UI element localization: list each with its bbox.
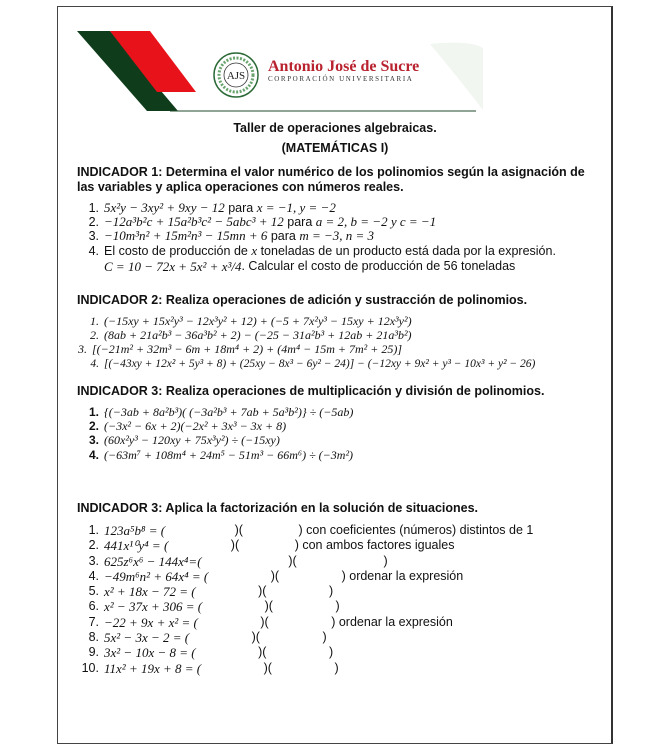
- brand-name: Antonio José de Sucre: [268, 58, 420, 75]
- item-num: 10.: [81, 660, 99, 675]
- item-expr: 625z⁶x⁶ − 144x⁴=(: [104, 553, 202, 569]
- list-item: [77, 584, 597, 599]
- item-note: ): [383, 553, 388, 568]
- document-title: Taller de operaciones algebraicas.: [233, 121, 437, 135]
- answer-blank: )(: [202, 599, 336, 614]
- answer-blank: )(: [165, 523, 299, 537]
- list-item: 1. (−15xy + 15x²y³ − 12x³y² + 12) + (−5 + 7x²y³ − 15xy + 12x³y²): [90, 314, 412, 328]
- item-num: 1.: [88, 523, 99, 537]
- item-note: ) ordenar la expresión: [331, 614, 453, 629]
- item-expr: 11x² + 19x + 8 = (: [104, 660, 202, 676]
- item-num: 3.: [88, 553, 99, 568]
- indicator-1-heading: INDICADOR 1: Determina el valor numérico de los polinomios según la asignación de las variables y aplica operaciones con números reales.: [77, 165, 585, 194]
- item-note: ) con coeficientes (números) distintos de 1: [298, 523, 534, 537]
- list-item: [77, 569, 597, 584]
- indicator-2-heading: INDICADOR 2: Realiza operaciones de adición y sustracción de polinomios.: [77, 293, 528, 307]
- indicator-3-operations-heading: INDICADOR 3: Realiza operaciones de multiplicación y división de polinomios.: [77, 384, 545, 398]
- item-num: 5.: [88, 584, 99, 599]
- list-item: [77, 599, 597, 614]
- item-num: 6.: [88, 599, 99, 614]
- list-item: 3. −10m³n² + 15m²n³ − 15mn + 6 para m = −3, n = 3: [88, 228, 375, 244]
- list-item: 2. (−3x² − 6x + 2)(−2x² + 3x³ − 3x + 8): [88, 419, 287, 434]
- list-item-continued: C = 10 − 72x + 5x² + x³/4 . Calcular el costo de producción de 56 toneladas: [104, 258, 516, 274]
- item-expr: x² + 18x − 72 = (: [104, 584, 196, 600]
- item-num: 2.: [88, 538, 99, 553]
- item-note: ): [328, 584, 334, 599]
- item-note: ): [334, 660, 339, 675]
- indicator-3-factorization: [77, 501, 597, 676]
- list-item: [77, 554, 597, 569]
- factorization-list: [77, 523, 597, 676]
- item-expr: −22 + 9x + x² = (: [104, 614, 198, 630]
- item-expr: 3x² − 10x − 8 = (: [104, 645, 196, 661]
- item-expr: 123a⁵b⁸ = (: [104, 523, 166, 538]
- item-note: ) ordenar la expresión: [341, 568, 464, 583]
- brand: [268, 58, 419, 83]
- indicator-2: [77, 293, 597, 371]
- indicator-3-operations: [77, 384, 597, 462]
- item-expr: 441x¹⁰y⁴ = (: [104, 538, 169, 554]
- answer-blank: )(: [195, 584, 329, 599]
- header-background-swoosh: [430, 43, 483, 110]
- list-item: 4. [(−43xy + 12x² + 5y³ + 8) + (25xy − 8x³ − 6y² − 24)] − (−12xy + 9x² + y³ − 10x³ + y² − 26): [90, 357, 536, 370]
- answer-blank: )(: [189, 630, 323, 645]
- list-item: [77, 630, 597, 645]
- indicator-3-factorization-heading: INDICADOR 3: Aplica la factorización en la solución de situaciones.: [77, 501, 479, 515]
- list-item: [77, 645, 597, 660]
- item-num: 8.: [88, 630, 99, 645]
- indicator-1: [77, 165, 597, 275]
- list-item: [77, 538, 597, 553]
- item-num: 9.: [88, 645, 99, 660]
- list-item: 3. [(−21m² + 32m³ − 6m + 18m⁴ + 2) + (4m⁴ − 15m + 7m² + 25)]: [78, 342, 403, 357]
- university-logo: [214, 53, 258, 97]
- document-subtitle: (MATEMÁTICAS I): [281, 141, 389, 155]
- list-item: [77, 615, 597, 630]
- brand-subtitle: CORPORACIÓN UNIVERSITARIA: [268, 75, 414, 83]
- svg-text:AJS: AJS: [226, 70, 246, 82]
- item-note: ): [335, 599, 340, 614]
- answer-blank: )(: [168, 538, 295, 553]
- answer-blank: )(: [201, 660, 335, 675]
- list-item: 1. 5x²y − 3xy² + 9xy − 12 para x = −1, y = −2: [88, 200, 336, 215]
- list-item: 4. El costo de producción de x toneladas de un producto está dada por la expresión.: [88, 242, 556, 258]
- answer-blank: )(: [201, 553, 384, 568]
- item-expr: 5x² − 3x − 2 = (: [104, 630, 190, 646]
- list-item: 2. −12a³b²c + 15a²b³c² − 5abc³ + 12 para a = 2, b = −2 y c = −1: [88, 214, 437, 230]
- list-item: 3. (60x²y³ − 120xy + 75x³y²) ÷ (−15xy): [88, 433, 280, 448]
- item-note: ) con ambos factores iguales: [294, 538, 455, 553]
- item-num: 7.: [88, 614, 99, 629]
- list-item: 2. (8ab + 21a²b³ − 36a³b² + 2) − (−25 − 31a²b³ + 12ab + 21a³b²): [90, 328, 412, 343]
- list-item: [77, 661, 597, 676]
- answer-blank: )(: [195, 645, 329, 660]
- list-item: 1. {(−3ab + 8a²b³)( (−3a²b³ + 7ab + 5a³b²)} ÷ (−5ab): [88, 405, 354, 419]
- answer-blank: )(: [197, 614, 332, 629]
- answer-blank: )(: [208, 568, 342, 583]
- item-expr: −49m⁶n² + 64x⁴ = (: [104, 568, 209, 584]
- item-note: ): [328, 645, 334, 660]
- list-item: [77, 523, 597, 538]
- list-item: 4. (−63m⁷ + 108m⁴ + 24m⁵ − 51m³ − 66m⁶) ÷ (−3m²): [88, 447, 354, 462]
- item-num: 4.: [88, 568, 99, 583]
- item-note: ): [322, 630, 327, 645]
- item-expr: x² − 37x + 306 = (: [104, 599, 203, 615]
